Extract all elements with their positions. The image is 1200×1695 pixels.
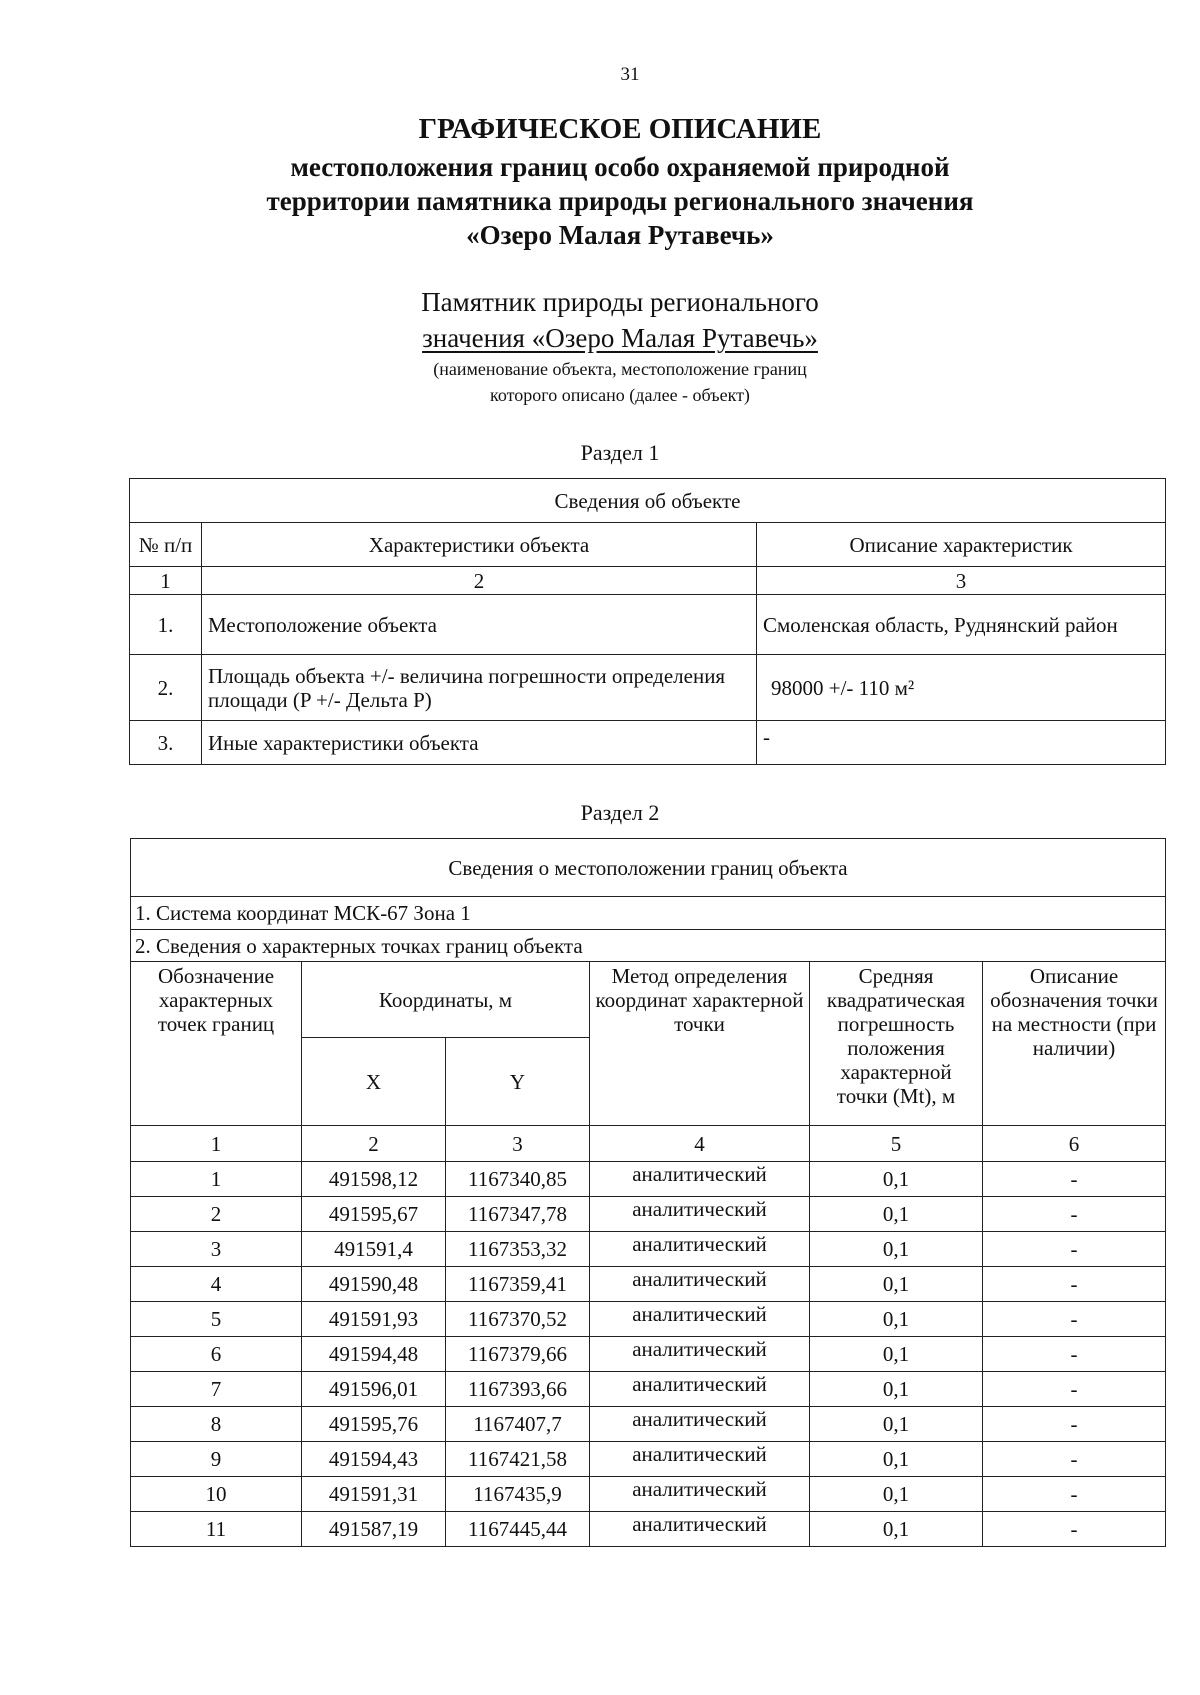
point-description: -: [983, 1407, 1166, 1442]
accuracy: 0,1: [810, 1512, 983, 1547]
point-label: 1: [131, 1162, 302, 1197]
accuracy: 0,1: [810, 1302, 983, 1337]
coord-x: 491594,43: [302, 1442, 446, 1477]
document-title: ГРАФИЧЕСКОЕ ОПИСАНИЕ: [418, 113, 822, 145]
table-row: [131, 1372, 1166, 1407]
row-description: Смоленская область, Руднянский район: [757, 595, 1166, 655]
point-label: 9: [131, 1442, 302, 1477]
coord-y: 1167445,44: [446, 1512, 590, 1547]
row-num: 3.: [130, 721, 202, 765]
coord-y: 1167379,66: [446, 1337, 590, 1372]
point-description: -: [983, 1512, 1166, 1547]
method: аналитический: [590, 1372, 810, 1407]
accuracy: 0,1: [810, 1372, 983, 1407]
point-label: 5: [131, 1302, 302, 1337]
coord-y: 1167370,52: [446, 1302, 590, 1337]
row-num: 1.: [130, 595, 202, 655]
row-characteristic: Местоположение объекта: [202, 595, 757, 655]
point-label: 7: [131, 1372, 302, 1407]
table-row: [131, 1162, 1166, 1197]
object-name-line-1: Памятник природы регионального: [421, 287, 819, 317]
section-1-label: Раздел 1: [580, 440, 660, 465]
coord-x: 491591,31: [302, 1477, 446, 1512]
point-description: -: [983, 1197, 1166, 1232]
coord-y: 1167347,78: [446, 1197, 590, 1232]
coord-x: 491595,76: [302, 1407, 446, 1442]
point-description: -: [983, 1267, 1166, 1302]
method: аналитический: [590, 1162, 810, 1197]
subtitle-line-3: «Озеро Малая Рутавечь»: [466, 220, 774, 250]
point-label: 8: [131, 1407, 302, 1442]
header-row: [130, 523, 1166, 567]
accuracy: 0,1: [810, 1162, 983, 1197]
point-description: -: [983, 1162, 1166, 1197]
accuracy: 0,1: [810, 1197, 983, 1232]
table-row: [130, 655, 1166, 721]
column-number: 4: [590, 1126, 810, 1162]
table-row: [131, 1442, 1166, 1477]
column-number-row: [131, 1126, 1166, 1162]
point-description: -: [983, 1337, 1166, 1372]
header-description: Описание обозначения точки на местности (при наличии): [983, 962, 1166, 1126]
coord-y: 1167393,66: [446, 1372, 590, 1407]
object-caption-line-2: которого описано (далее - объект): [490, 385, 750, 405]
column-number-row: [130, 567, 1166, 595]
table-row: [131, 1477, 1166, 1512]
header-x: X: [302, 1038, 446, 1126]
object-info-title: Сведения об объекте: [130, 479, 1166, 523]
column-number: 6: [983, 1126, 1166, 1162]
subtitle-line-2: территории памятника природы регионального значения: [266, 186, 974, 216]
table-row: [131, 1197, 1166, 1232]
point-description: -: [983, 1232, 1166, 1267]
header-method: Метод определения координат характерной точки: [590, 962, 810, 1126]
points-caption-row: [131, 930, 1166, 962]
column-number: 5: [810, 1126, 983, 1162]
coord-x: 491598,12: [302, 1162, 446, 1197]
coord-y: 1167421,58: [446, 1442, 590, 1477]
column-number: 1: [130, 567, 202, 595]
row-num: 2.: [130, 655, 202, 721]
method: аналитический: [590, 1442, 810, 1477]
coord-y: 1167340,85: [446, 1162, 590, 1197]
point-label: 4: [131, 1267, 302, 1302]
header-row: [131, 962, 1166, 1038]
coord-x: 491591,4: [302, 1232, 446, 1267]
boundary-points-table: [130, 838, 1166, 1547]
coord-x: 491594,48: [302, 1337, 446, 1372]
header-num: № п/п: [130, 523, 202, 567]
object-info-table: [129, 478, 1166, 765]
table-row: [130, 595, 1166, 655]
table-title-row: [131, 839, 1166, 897]
table-row: [131, 1407, 1166, 1442]
subtitle-line-1: местоположения границ особо охраняемой природной: [290, 152, 950, 182]
accuracy: 0,1: [810, 1232, 983, 1267]
coord-x: 491587,19: [302, 1512, 446, 1547]
object-name-line-2: [0, 320, 1200, 356]
point-label: 6: [131, 1337, 302, 1372]
points-caption: 2. Сведения о характерных точках границ объекта: [131, 930, 1166, 962]
method: аналитический: [590, 1302, 810, 1337]
method: аналитический: [590, 1512, 810, 1547]
object-name-line-2-text: значения «Озеро Малая Рутавечь»: [422, 323, 818, 353]
table-row: [131, 1302, 1166, 1337]
coord-x: 491596,01: [302, 1372, 446, 1407]
method: аналитический: [590, 1477, 810, 1512]
accuracy: 0,1: [810, 1442, 983, 1477]
point-label: 11: [131, 1512, 302, 1547]
header-accuracy: Средняя квадратическая погрешность положения характерной точки (Mt), м: [810, 962, 983, 1126]
header-point: Обозначение характерных точек границ: [131, 962, 302, 1126]
boundary-table-title: Сведения о местоположении границ объекта: [131, 839, 1166, 897]
method: аналитический: [590, 1197, 810, 1232]
header-y: Y: [446, 1038, 590, 1126]
coordinate-system: 1. Система координат МСК-67 Зона 1: [131, 897, 1166, 930]
row-characteristic: Площадь объекта +/- величина погрешности определения площади (P +/- Дельта P): [202, 655, 757, 721]
method: аналитический: [590, 1337, 810, 1372]
header-characteristic: Характеристики объекта: [202, 523, 757, 567]
method: аналитический: [590, 1407, 810, 1442]
point-description: -: [983, 1302, 1166, 1337]
section-2-label: Раздел 2: [580, 800, 660, 825]
table-row: [130, 721, 1166, 765]
table-row: [131, 1232, 1166, 1267]
accuracy: 0,1: [810, 1407, 983, 1442]
coord-x: 491591,93: [302, 1302, 446, 1337]
table-title-row: [130, 479, 1166, 523]
coord-y: 1167435,9: [446, 1477, 590, 1512]
header-description: Описание характеристик: [757, 523, 1166, 567]
accuracy: 0,1: [810, 1477, 983, 1512]
accuracy: 0,1: [810, 1267, 983, 1302]
column-number: 3: [446, 1126, 590, 1162]
coord-x: 491595,67: [302, 1197, 446, 1232]
row-characteristic: Иные характеристики объекта: [202, 721, 757, 765]
point-description: -: [983, 1442, 1166, 1477]
point-label: 2: [131, 1197, 302, 1232]
method: аналитический: [590, 1232, 810, 1267]
point-label: 3: [131, 1232, 302, 1267]
page-number: 31: [620, 64, 640, 85]
coord-y: 1167359,41: [446, 1267, 590, 1302]
method: аналитический: [590, 1267, 810, 1302]
table-row: [131, 1512, 1166, 1547]
table-row: [131, 1337, 1166, 1372]
point-description: -: [983, 1372, 1166, 1407]
column-number: 3: [757, 567, 1166, 595]
column-number: 2: [202, 567, 757, 595]
column-number: 1: [131, 1126, 302, 1162]
accuracy: 0,1: [810, 1337, 983, 1372]
points-body: [131, 1162, 1166, 1547]
point-label: 10: [131, 1477, 302, 1512]
coordinate-system-row: [131, 897, 1166, 930]
coord-x: 491590,48: [302, 1267, 446, 1302]
point-description: -: [983, 1477, 1166, 1512]
object-caption-line-1: (наименование объекта, местоположение границ: [433, 359, 807, 379]
coord-y: 1167353,32: [446, 1232, 590, 1267]
column-number: 2: [302, 1126, 446, 1162]
coord-y: 1167407,7: [446, 1407, 590, 1442]
table-row: [131, 1267, 1166, 1302]
row-description: -: [757, 721, 1166, 765]
header-coords: Координаты, м: [302, 962, 590, 1038]
row-description: 98000 +/- 110 м²: [757, 655, 1166, 721]
